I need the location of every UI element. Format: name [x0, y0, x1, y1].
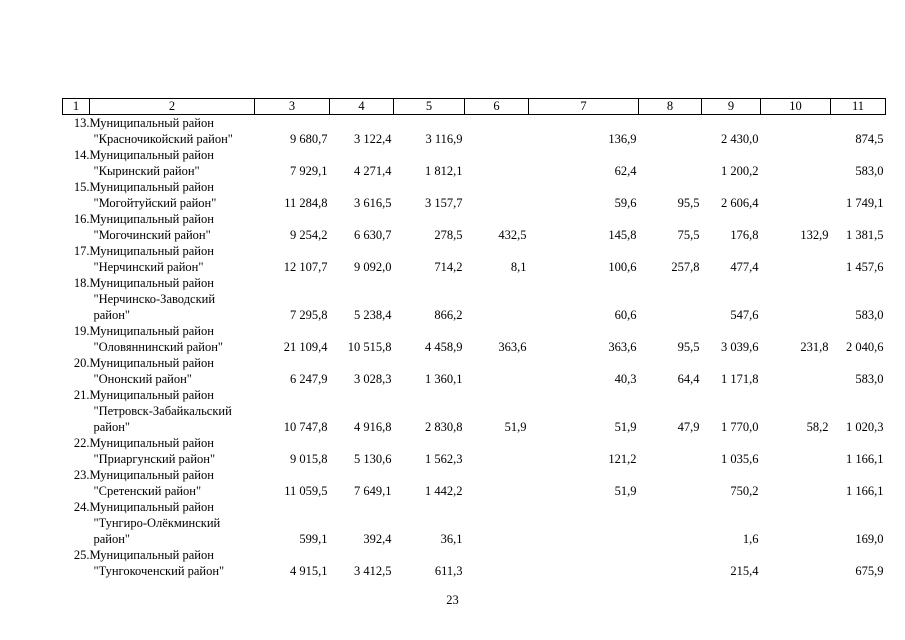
table-cell-col-10: 132,9: [800, 228, 829, 242]
table-cell-col-10: [761, 179, 831, 211]
district-name-line: район": [93, 308, 131, 322]
table-cell-col-4: 7 649,1: [354, 484, 392, 498]
district-name: [90, 435, 255, 467]
table-cell-col-3: 11 059,5: [284, 484, 328, 498]
table-cell-col-5: 1 442,2: [425, 484, 463, 498]
table-cell-col-7: [529, 547, 639, 579]
district-name-line: "Кыринский район": [93, 164, 200, 178]
table-cell-col-4: 10 515,8: [347, 340, 392, 354]
table-cell-col-4: 9 092,0: [354, 260, 392, 274]
district-name-line: Муниципальный район: [89, 548, 214, 562]
district-name-line: "Приаргунский район": [93, 452, 216, 466]
table-cell-col-3: 9 015,8: [290, 452, 328, 466]
row-number: 20.: [73, 356, 90, 370]
page-number: 23: [446, 593, 459, 607]
table-cell-col-11: 583,0: [855, 308, 884, 322]
table-cell-col-5: 3 116,9: [425, 132, 463, 146]
table-cell-col-10: [761, 275, 831, 323]
table-cell-col-11: 1 020,3: [846, 420, 884, 434]
table-row: [63, 211, 886, 243]
table-cell-col-8: 64,4: [677, 372, 700, 386]
table-cell-col-4: 3 412,5: [354, 564, 392, 578]
table-cell-col-9: 1 035,6: [721, 452, 759, 466]
table-cell-col-9: 2 430,0: [721, 132, 759, 146]
table-cell-col-5: 1 812,1: [425, 164, 463, 178]
row-number: 13.: [73, 116, 90, 130]
table-cell-col-5: 278,5: [434, 228, 463, 242]
row-number: 18.: [73, 276, 90, 290]
table-cell-col-7: 51,9: [614, 484, 637, 498]
row-number: 25.: [73, 548, 90, 562]
table-cell-col-11: 169,0: [855, 532, 884, 546]
table-cell-col-6: [465, 499, 529, 547]
table-row: [63, 467, 886, 499]
district-name-line: "Могойтуйский район": [93, 196, 217, 210]
column-header: 8: [639, 99, 702, 115]
table-cell-col-9: 1 200,2: [721, 164, 759, 178]
table-cell-col-9: 477,4: [730, 260, 759, 274]
table-row: [63, 115, 886, 148]
table-cell-col-6: [465, 115, 529, 148]
table-row: [63, 275, 886, 323]
table-cell-col-4: 4 271,4: [354, 164, 392, 178]
district-name-line: Муниципальный район: [89, 116, 214, 130]
column-header: 3: [255, 99, 330, 115]
table-cell-col-7: 145,8: [608, 228, 637, 242]
district-name: [90, 323, 255, 355]
district-name: [90, 499, 255, 547]
table-cell-col-11: 1 166,1: [846, 484, 884, 498]
table-cell-col-3: 7 295,8: [290, 308, 328, 322]
district-name-line: Муниципальный район: [89, 212, 214, 226]
table-row: [63, 435, 886, 467]
column-header: 7: [529, 99, 639, 115]
row-number: 15.: [73, 180, 90, 194]
table-cell-col-10: [761, 147, 831, 179]
column-header: 9: [702, 99, 761, 115]
district-name-line: Муниципальный район: [89, 468, 214, 482]
table-cell-col-4: 6 630,7: [354, 228, 392, 242]
table-cell-col-5: 4 458,9: [425, 340, 463, 354]
table-cell-col-6: [465, 547, 529, 579]
district-name-line: Муниципальный район: [89, 388, 214, 402]
table-cell-col-8: [639, 435, 702, 467]
table-cell-col-3: 11 284,8: [284, 196, 328, 210]
table-cell-col-3: 10 747,8: [283, 420, 328, 434]
table-cell-col-8: [639, 547, 702, 579]
district-name-line: "Тунгокоченский район": [93, 564, 225, 578]
table-cell-col-10: [761, 115, 831, 148]
row-number: 22.: [73, 436, 90, 450]
table-cell-col-11: 2 040,6: [846, 340, 884, 354]
district-name-line: Муниципальный район: [89, 500, 214, 514]
table-cell-col-5: 714,2: [434, 260, 463, 274]
table-cell-col-11: 1 749,1: [846, 196, 884, 210]
table-cell-col-8: 95,5: [677, 340, 700, 354]
table-row: [63, 243, 886, 275]
district-name: [90, 355, 255, 387]
column-header: 10: [761, 99, 831, 115]
district-name-line: Муниципальный район: [89, 436, 214, 450]
table-cell-col-10: 231,8: [800, 340, 829, 354]
table-cell-col-11: 675,9: [855, 564, 884, 578]
district-name: [90, 147, 255, 179]
table-cell-col-3: 4 915,1: [290, 564, 328, 578]
district-name: [90, 467, 255, 499]
table-cell-col-3: 9 254,2: [290, 228, 328, 242]
table-cell-col-7: 136,9: [608, 132, 637, 146]
column-number-header-row: [63, 99, 886, 115]
table-cell-col-11: 1 166,1: [846, 452, 884, 466]
table-cell-col-7: 121,2: [608, 452, 637, 466]
district-name: [90, 547, 255, 579]
column-header: 6: [465, 99, 529, 115]
table-cell-col-7: 100,6: [608, 260, 637, 274]
column-header: 5: [394, 99, 465, 115]
district-name: [90, 243, 255, 275]
district-name-line: "Ононский район": [93, 372, 192, 386]
table-row: [63, 355, 886, 387]
district-name: [90, 179, 255, 211]
table-cell-col-3: 599,1: [299, 532, 328, 546]
table-cell-col-11: 583,0: [855, 372, 884, 386]
table-cell-col-4: 3 028,3: [354, 372, 392, 386]
table-row: [63, 387, 886, 435]
row-number: 19.: [73, 324, 90, 338]
table-cell-col-3: 6 247,9: [290, 372, 328, 386]
table-cell-col-10: [761, 355, 831, 387]
table-cell-col-8: 95,5: [677, 196, 700, 210]
table-cell-col-10: 58,2: [806, 420, 829, 434]
table-cell-col-6: 363,6: [498, 340, 527, 354]
table-cell-col-10: [761, 243, 831, 275]
district-name-line: Муниципальный район: [89, 148, 214, 162]
table-cell-col-6: 51,9: [504, 420, 527, 434]
table-cell-col-6: 8,1: [510, 260, 527, 274]
table-cell-col-7: [529, 499, 639, 547]
district-name-line: "Сретенский район": [93, 484, 202, 498]
table-row: [63, 147, 886, 179]
table-cell-col-4: 5 238,4: [354, 308, 392, 322]
table-cell-col-5: 611,3: [434, 564, 463, 578]
district-name: [90, 115, 255, 148]
table-cell-col-4: 392,4: [363, 532, 392, 546]
table-cell-col-4: 3 122,4: [354, 132, 392, 146]
table-row: [63, 499, 886, 547]
district-name-line: "Тунгиро-Олёкминский: [93, 516, 221, 530]
district-name-line: "Нерчинско-Заводский: [93, 292, 216, 306]
table-cell-col-8: 47,9: [677, 420, 700, 434]
table-row: [63, 323, 886, 355]
table-cell-col-7: 62,4: [614, 164, 637, 178]
table-cell-col-11: 1 381,5: [846, 228, 884, 242]
table-cell-col-6: [465, 355, 529, 387]
table-cell-col-8: [639, 275, 702, 323]
table-cell-col-9: 215,4: [730, 564, 759, 578]
table-cell-col-10: [761, 467, 831, 499]
table-cell-col-5: 2 830,8: [425, 420, 463, 434]
table-cell-col-7: 59,6: [614, 196, 637, 210]
table-cell-col-4: 3 616,5: [354, 196, 392, 210]
table-cell-col-7: 40,3: [614, 372, 637, 386]
table-cell-col-3: 9 680,7: [290, 132, 328, 146]
row-number: 17.: [73, 244, 90, 258]
table-cell-col-9: 1 770,0: [721, 420, 759, 434]
table-cell-col-10: [761, 499, 831, 547]
table-cell-col-3: 21 109,4: [283, 340, 328, 354]
row-number: 23.: [73, 468, 90, 482]
table-cell-col-8: [639, 115, 702, 148]
table-cell-col-4: 4 916,8: [354, 420, 392, 434]
table-body: [63, 115, 886, 580]
table-cell-col-6: [465, 179, 529, 211]
row-number: 14.: [73, 148, 90, 162]
table-cell-col-5: 3 157,7: [425, 196, 463, 210]
table-cell-col-11: 583,0: [855, 164, 884, 178]
budget-table: [62, 98, 886, 579]
table-cell-col-9: 176,8: [730, 228, 759, 242]
table-cell-col-11: 1 457,6: [846, 260, 884, 274]
table-cell-col-4: 5 130,6: [354, 452, 392, 466]
table-cell-col-9: 547,6: [730, 308, 759, 322]
district-name-line: Муниципальный район: [89, 324, 214, 338]
row-number: 24.: [73, 500, 90, 514]
district-name-line: Муниципальный район: [89, 244, 214, 258]
table-cell-col-7: 60,6: [614, 308, 637, 322]
column-header: 2: [90, 99, 255, 115]
table-cell-col-5: 1 360,1: [425, 372, 463, 386]
table-cell-col-6: 432,5: [498, 228, 527, 242]
district-name-line: "Оловяннинский район": [93, 340, 224, 354]
table-cell-col-11: 874,5: [855, 132, 884, 146]
table-cell-col-8: 257,8: [671, 260, 700, 274]
table-cell-col-9: 1 171,8: [721, 372, 759, 386]
table-cell-col-6: [465, 467, 529, 499]
district-name-line: "Нерчинский район": [93, 260, 204, 274]
table-cell-col-3: 12 107,7: [283, 260, 328, 274]
column-header: 11: [831, 99, 886, 115]
table-cell-col-3: 7 929,1: [290, 164, 328, 178]
table-cell-col-7: 363,6: [608, 340, 637, 354]
district-name-line: район": [93, 532, 131, 546]
district-name: [90, 275, 255, 323]
table-cell-col-8: [639, 467, 702, 499]
table-cell-col-7: 51,9: [614, 420, 637, 434]
table-cell-col-5: 36,1: [440, 532, 463, 546]
district-name: [90, 211, 255, 243]
district-name-line: район": [93, 420, 131, 434]
table-row: [63, 547, 886, 579]
district-name-line: Муниципальный район: [89, 356, 214, 370]
row-number: 16.: [73, 212, 90, 226]
table-cell-col-9: 1,6: [742, 532, 759, 546]
table-cell-col-9: 750,2: [730, 484, 759, 498]
district-name-line: "Могочинский район": [93, 228, 211, 242]
district-name: [90, 387, 255, 435]
district-name-line: "Красночикойский район": [93, 132, 233, 146]
table-cell-col-8: [639, 147, 702, 179]
district-name-line: Муниципальный район: [89, 180, 214, 194]
table-cell-col-6: [465, 147, 529, 179]
row-number: 21.: [73, 388, 90, 402]
table-cell-col-10: [761, 435, 831, 467]
column-header: 1: [63, 99, 90, 115]
table-cell-col-5: 1 562,3: [425, 452, 463, 466]
table-cell-col-6: [465, 435, 529, 467]
table-cell-col-6: [465, 275, 529, 323]
table-cell-col-10: [761, 547, 831, 579]
column-header: 4: [330, 99, 394, 115]
table-cell-col-9: 2 606,4: [721, 196, 759, 210]
table-cell-col-5: 866,2: [434, 308, 463, 322]
table-cell-col-8: 75,5: [677, 228, 700, 242]
district-name-line: Муниципальный район: [89, 276, 214, 290]
table-cell-col-8: [639, 499, 702, 547]
table-cell-col-9: 3 039,6: [721, 340, 759, 354]
district-name-line: "Петровск-Забайкальский: [93, 404, 232, 418]
table-row: [63, 179, 886, 211]
